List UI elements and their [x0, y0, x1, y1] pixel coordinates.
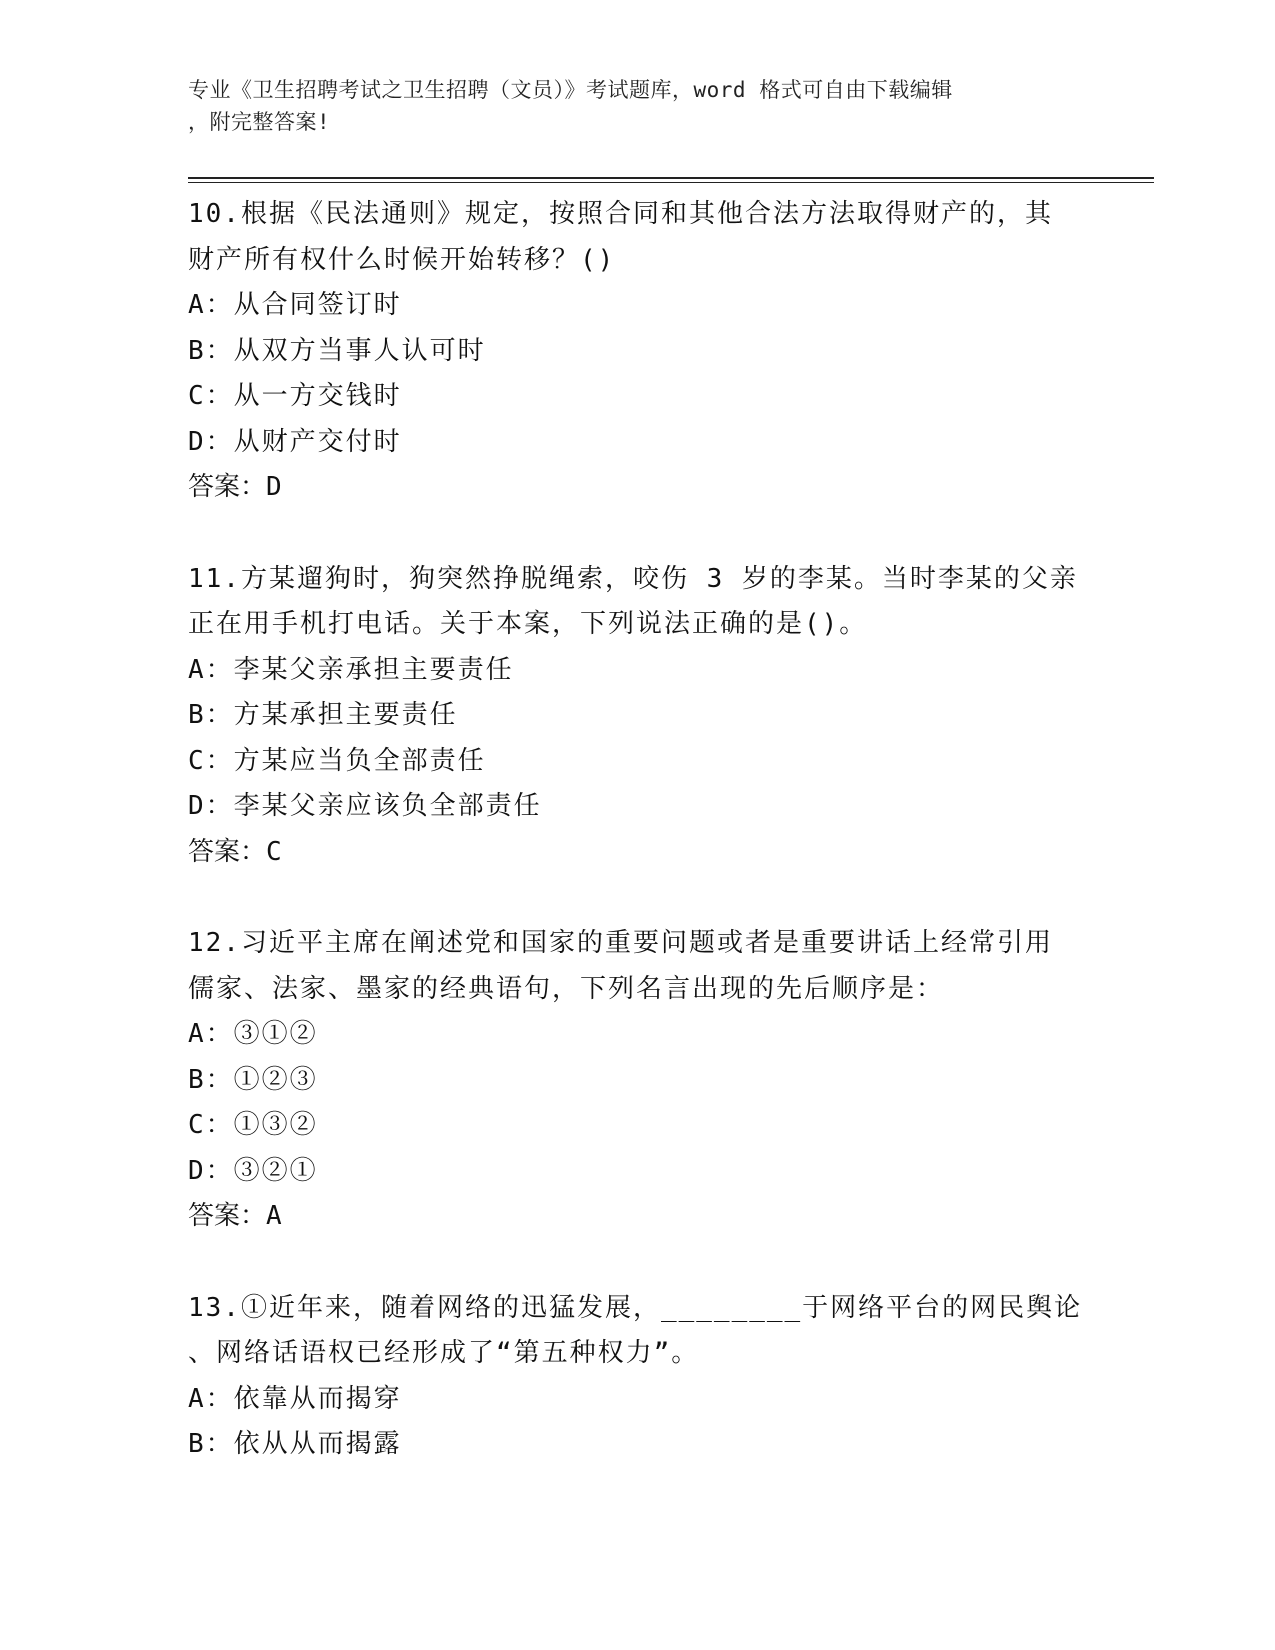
question-12	[188, 921, 1088, 1240]
document-header	[188, 74, 1078, 138]
option-a: A：依靠从而揭穿	[188, 1383, 402, 1414]
option-c: C：从一方交钱时	[188, 381, 402, 411]
option-b: B：依从从而揭露	[188, 1429, 402, 1459]
option-a: A：从合同签订时	[188, 290, 402, 320]
answer-value: A	[266, 1201, 283, 1231]
header-rule-thin	[188, 182, 1154, 183]
option-b: B：从双方当事人认可时	[188, 335, 486, 366]
question-stem-line: 11.方某遛狗时，狗突然挣脱绳索，咬伤 3 岁的李某。当时李某的父亲	[188, 563, 1078, 594]
answer-line	[188, 830, 1088, 876]
header-line-1: 专业《卫生招聘考试之卫生招聘（文员）》考试题库，word 格式可自由下载编辑	[188, 78, 953, 102]
question-stem-line: 财产所有权什么时候开始转移？()	[188, 244, 616, 275]
answer-label: 答案：	[188, 1201, 267, 1231]
answer-value: C	[266, 836, 283, 867]
answer-line	[188, 1194, 1088, 1240]
question-list	[188, 192, 1088, 1514]
answer-value: D	[266, 472, 283, 502]
answer-label: 答案：	[188, 472, 267, 502]
option-d: D：③②①	[188, 1155, 318, 1186]
question-stem-line: 正在用手机打电话。关于本案，下列说法正确的是()。	[188, 609, 868, 639]
option-b: B：①②③	[188, 1064, 318, 1095]
question-stem-line: 、网络话语权已经形成了“第五种权力”。	[188, 1338, 700, 1368]
option-a: A：③①②	[188, 1019, 318, 1049]
question-10	[188, 192, 1088, 511]
question-stem-line: 12.习近平主席在阐述党和国家的重要问题或者是重要讲话上经常引用	[188, 928, 1053, 958]
question-13	[188, 1286, 1088, 1468]
answer-label: 答案：	[188, 836, 267, 867]
header-rule-thick	[188, 177, 1154, 179]
answer-line	[188, 465, 1088, 511]
question-stem-line: 13.①近年来，随着网络的迅猛发展，________于网络平台的网民舆论	[188, 1292, 1083, 1323]
option-c: C：①③②	[188, 1110, 318, 1140]
option-b: B：方某承担主要责任	[188, 700, 458, 730]
question-stem-line: 儒家、法家、墨家的经典语句，下列名言出现的先后顺序是：	[188, 973, 945, 1004]
question-11	[188, 557, 1088, 876]
option-d: D：李某父亲应该负全部责任	[188, 791, 542, 821]
option-a: A：李某父亲承担主要责任	[188, 654, 514, 685]
question-stem-line: 10.根据《民法通则》规定，按照合同和其他合法方法取得财产的，其	[188, 199, 1053, 229]
header-line-2: ，附完整答案!	[188, 110, 331, 134]
option-d: D：从财产交付时	[188, 426, 402, 457]
option-c: C：方某应当负全部责任	[188, 745, 486, 776]
